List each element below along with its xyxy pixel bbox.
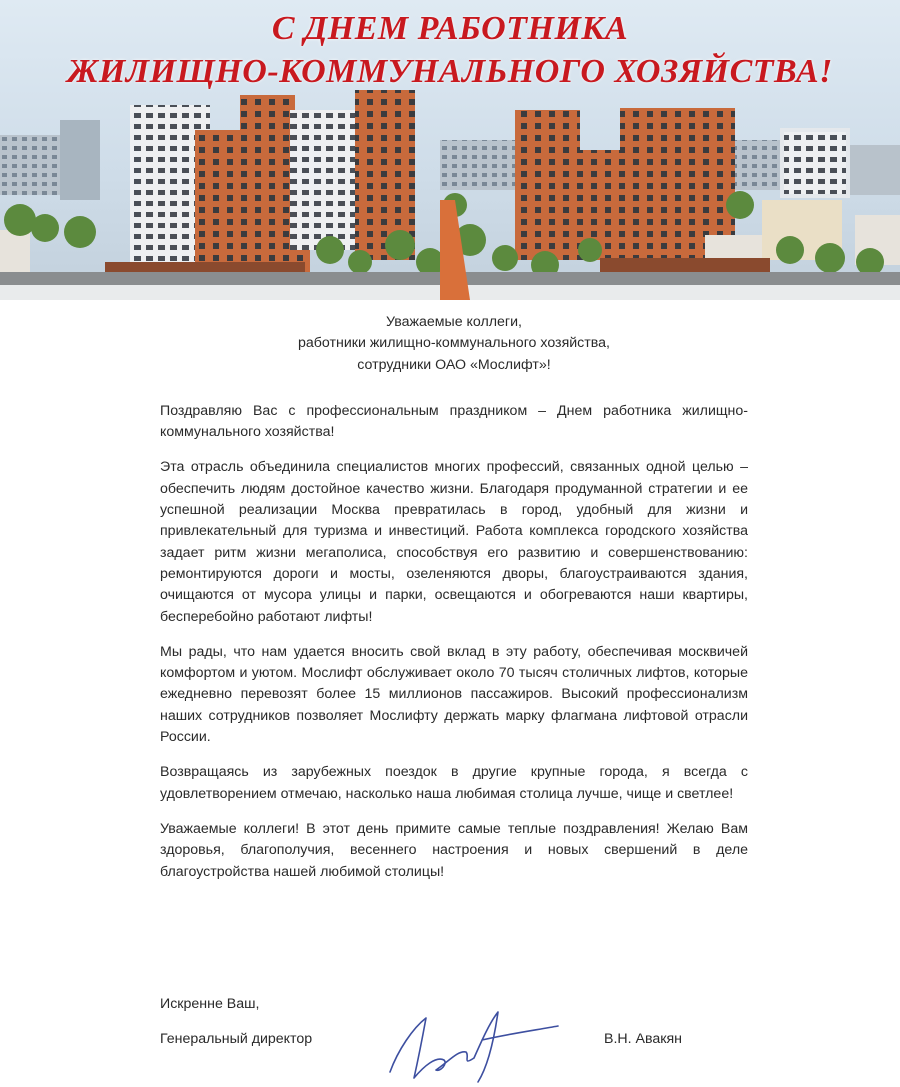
header-banner (0, 0, 900, 300)
greeting-line: работники жилищно-коммунального хозяйства, (298, 335, 610, 352)
letter-paragraph: Поздравляю Вас с профессиональным праздником – Днем работника жилищно-коммунального хозяйства! (160, 402, 748, 441)
handwritten-signature (378, 1000, 563, 1085)
greeting-line: сотрудники ОАО «Мослифт»! (357, 356, 551, 373)
signer-name: В.Н. Авакян (604, 1031, 682, 1047)
letter-greeting (160, 312, 748, 376)
letter-closing: Искренне Ваш, (160, 996, 260, 1012)
letter-paragraph: Возвращаясь из зарубежных поездок в другие крупные города, я всегда с удовлетворением отмечаю, насколько наша любимая столица лучше, чище и светлее! (160, 764, 748, 802)
letter-paragraph: Уважаемые коллеги! В этот день примите самые теплые поздравления! Желаю Вам здоровья, благополучия, весеннего настроения и новых свершений в деле благоустройства нашей любимой столицы! (160, 820, 748, 880)
letter-paragraph: Мы рады, что нам удается вносить свой вклад в эту работу, обеспечивая москвичей комфортом и уютом. Мослифт обслуживает около 70 тысяч столичных лифтов, которые ежедневно перевозят более 15 миллионов пассажиров. Высокий профессионализм наших сотрудников позволяет Мослифту держать марку флагмана лифтовой отрасли России. (160, 643, 748, 746)
greeting-line: Уважаемые коллеги, (386, 314, 522, 330)
signer-title: Генеральный директор (160, 1031, 313, 1047)
letter-body (160, 312, 748, 897)
headline-line-2: ЖИЛИЩНО-КОММУНАЛЬНОГО ХОЗЯЙСТВА! (67, 53, 833, 90)
headline-line-1: С ДНЕМ РАБОТНИКА (271, 10, 629, 47)
letter-paragraph: Эта отрасль объединила специалистов многих профессий, связанных одной целью – обеспечить людям достойное качество жизни. Благодаря продуманной стратегии и ее успешной реализации Москва превратилась в город, удобный для жизни и привлекательный для туризма и инвестиций. Работа комплекса городского хозяйства задает ритм жизни мегаполиса, способствуя его развитию и совершенствованию: ремонтируются дороги и мосты, озеленяются дворы, благоустраиваются здания, очищаются от мусора улицы и парки, освещаются и обогреваются наши квартиры, бесперебойно работают лифты! (160, 459, 748, 625)
